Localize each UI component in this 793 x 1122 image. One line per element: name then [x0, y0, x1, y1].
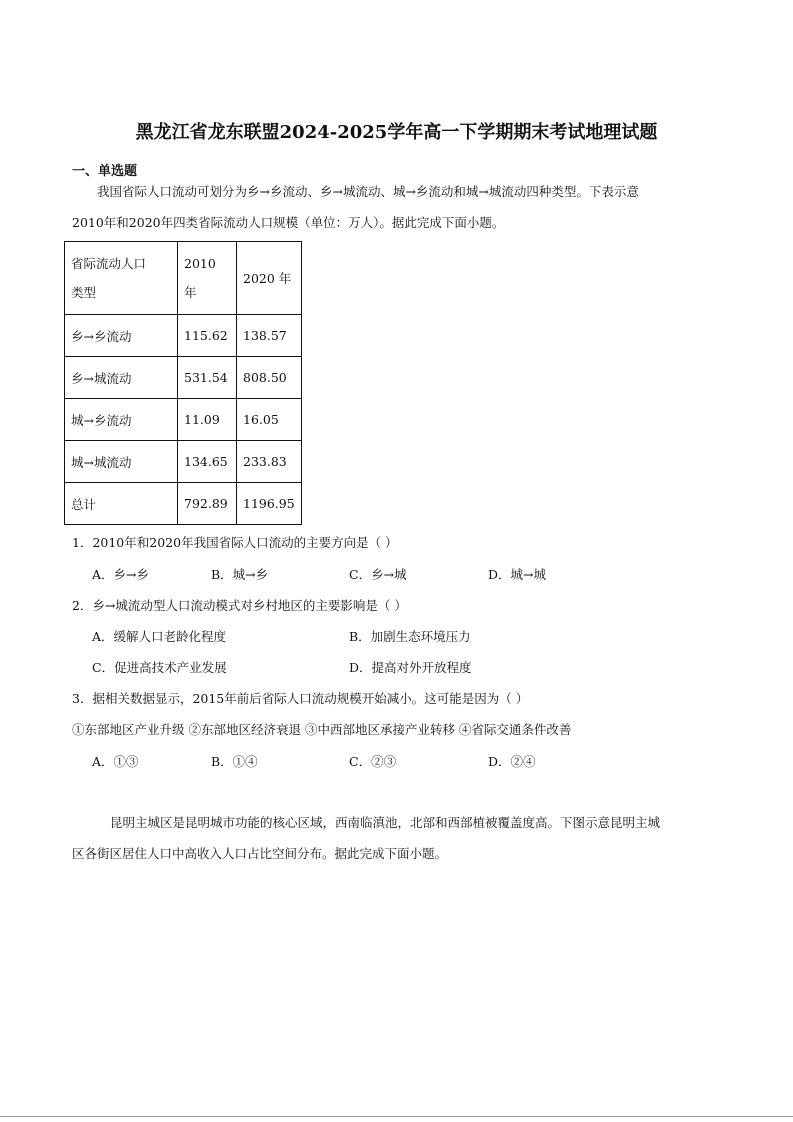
- cell-2020: 233.83: [237, 441, 302, 483]
- q2-option-d[interactable]: D．提高对外开放程度: [349, 660, 472, 675]
- header-type-line-2: 类型: [71, 285, 97, 300]
- question-3-items: ①东部地区产业升级 ②东部地区经济衰退 ③中西部地区承接产业转移 ④省际交通条件改善: [72, 722, 572, 737]
- passage-2: [72, 807, 722, 869]
- question-2-stem: 2．乡→城流动型人口流动模式对乡村地区的主要影响是（ ）: [72, 598, 407, 613]
- cell-2020: 138.57: [237, 315, 302, 357]
- q1-option-a[interactable]: A．乡→乡: [92, 567, 150, 582]
- cell-type: 城→乡流动: [65, 399, 178, 441]
- q2-option-c[interactable]: C．促进高技术产业发展: [92, 660, 227, 675]
- table-row: [65, 357, 302, 399]
- cell-type: 乡→城流动: [65, 357, 178, 399]
- cell-2010: 531.54: [178, 357, 237, 399]
- question-1-stem: 1．2010年和2020年我国省际人口流动的主要方向是（ ）: [72, 535, 398, 550]
- table-row: [65, 441, 302, 483]
- q1-option-c[interactable]: C．乡→城: [349, 567, 407, 582]
- q2-option-b[interactable]: B．加剧生态环境压力: [349, 629, 471, 644]
- table-row-total: [65, 483, 302, 525]
- cell-2010: 115.62: [178, 315, 237, 357]
- header-2010-line-2: 年: [184, 285, 197, 300]
- q3-option-d[interactable]: D．②④: [488, 754, 536, 769]
- table-row: [65, 399, 302, 441]
- cell-2020: 1196.95: [237, 483, 302, 525]
- cell-type: 乡→乡流动: [65, 315, 178, 357]
- passage-1-line-1: [72, 176, 722, 207]
- cell-2010: 134.65: [178, 441, 237, 483]
- migration-table: [64, 241, 302, 525]
- section-heading: 一、单选题: [72, 164, 138, 179]
- q2-option-a[interactable]: A．缓解人口老龄化程度: [92, 629, 227, 644]
- table-row: [65, 315, 302, 357]
- cell-2020: 16.05: [237, 399, 302, 441]
- q3-option-c[interactable]: C．②③: [349, 754, 397, 769]
- cell-type: 总计: [65, 483, 178, 525]
- q1-option-b[interactable]: B．城→乡: [211, 567, 269, 582]
- page-bottom-divider: [0, 1116, 793, 1117]
- header-type-line-1: 省际流动人口: [71, 256, 147, 271]
- page-title: 黑龙江省龙东联盟2024-2025学年高一下学期期末考试地理试题: [135, 122, 658, 143]
- q1-option-d[interactable]: D．城→城: [488, 567, 546, 582]
- header-2010: [178, 242, 237, 315]
- header-2020: 2020 年: [237, 242, 302, 315]
- table-header-row: [65, 242, 302, 315]
- header-2010-line-1: 2010: [184, 256, 216, 271]
- cell-2010: 11.09: [178, 399, 237, 441]
- passage-1-text-1: 我国省际人口流动可划分为乡→乡流动、乡→城流动、城→乡流动和城→城流动四种类型。下表示意: [97, 184, 639, 199]
- cell-2010: 792.89: [178, 483, 237, 525]
- q3-option-a[interactable]: A．①③: [92, 754, 139, 769]
- q3-option-b[interactable]: B．①④: [211, 754, 258, 769]
- header-type: [65, 242, 178, 315]
- passage-2-text-1: 昆明主城区是昆明城市功能的核心区域，西南临滇池，北部和西部植被覆盖度高。下图示意昆明主城: [110, 815, 661, 830]
- passage-1: [72, 176, 722, 238]
- question-3-stem: 3．据相关数据显示，2015年前后省际人口流动规模开始减小。这可能是因为（ ）: [72, 691, 529, 706]
- cell-2020: 808.50: [237, 357, 302, 399]
- cell-type: 城→城流动: [65, 441, 178, 483]
- passage-2-line-2: 区各街区居住人口中高收入人口占比空间分布。据此完成下面小题。: [72, 846, 448, 861]
- passage-2-line-1: [72, 807, 722, 838]
- passage-1-line-2: 2010年和2020年四类省际流动人口规模（单位：万人）。据此完成下面小题。: [72, 215, 505, 230]
